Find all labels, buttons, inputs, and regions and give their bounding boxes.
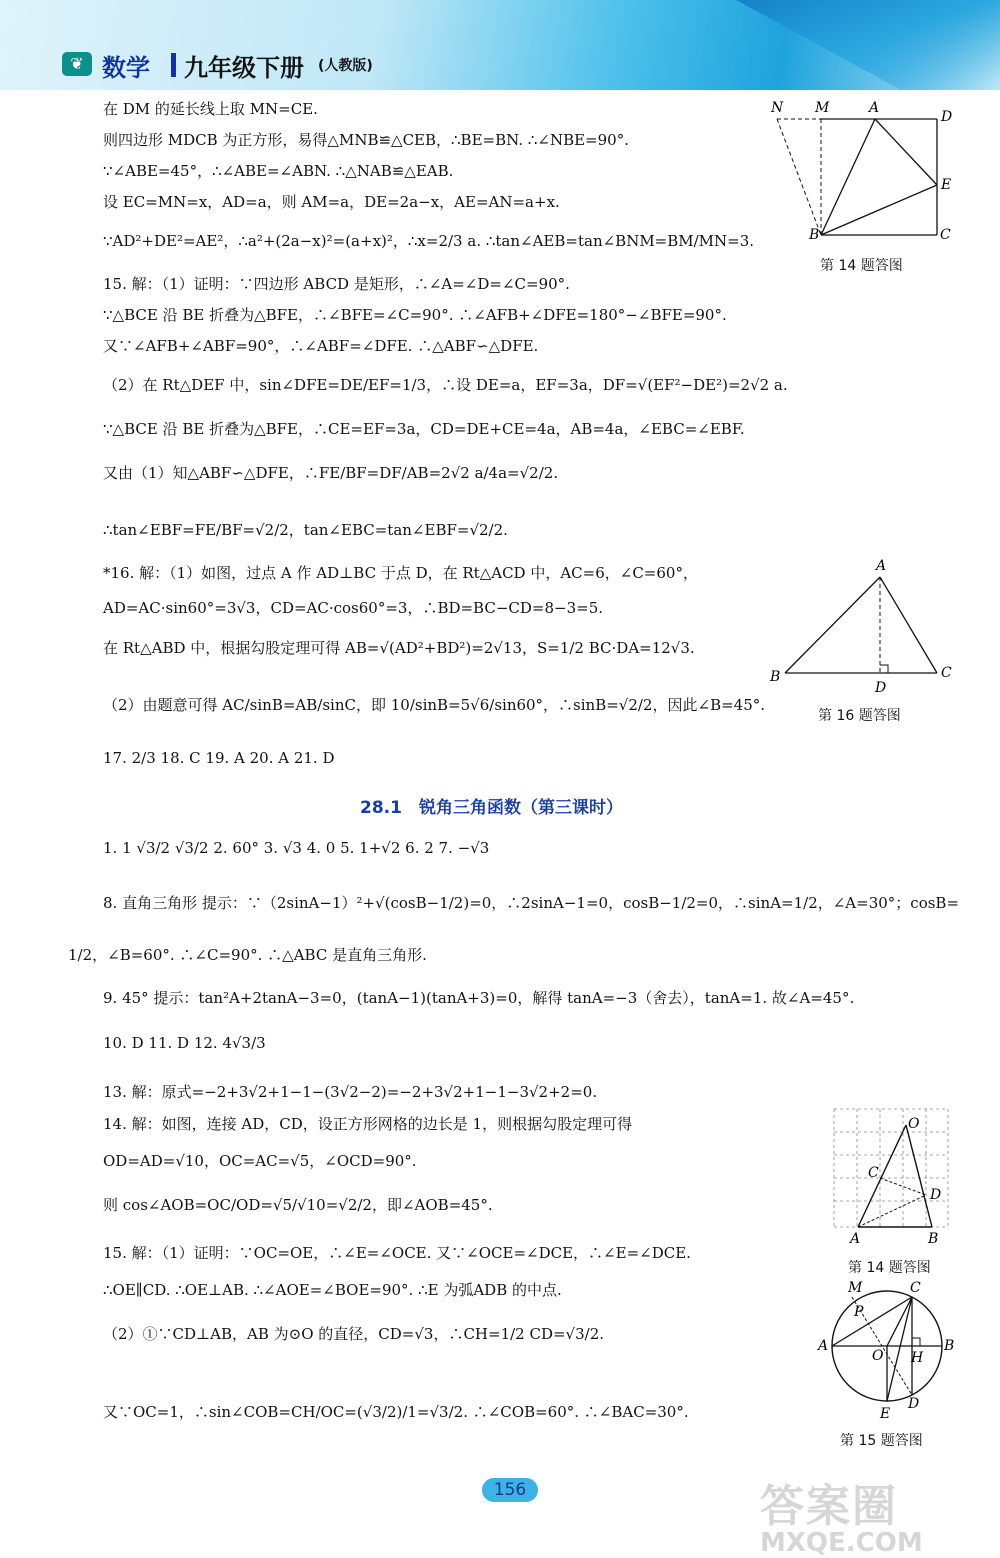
point-label: C [910,1280,921,1296]
point-label: B [944,1338,955,1354]
text-line: 又∵OC=1，∴sin∠COB=CH/OC=(√3/2)/1=√3/2. ∴∠COB=60°. ∴∠BAC=30°. [103,1403,689,1421]
point-label: H [911,1350,924,1366]
point-label: A [818,1338,829,1354]
watermark-logo-text: 答案圈 [760,1481,898,1532]
point-label: C [940,227,951,243]
point-label: D [908,1396,920,1412]
text-line: OD=AD=√10，OC=AC=√5，∠OCD=90°. [103,1152,417,1170]
figure-caption: 第 14 题答图 [820,258,903,274]
text-line: （2）由题意可得 AC/sinB=AB/sinC，即 10/sinB=5√6/sin60°，∴sinB=√2/2，因此∠B=45°. [103,696,766,714]
watermark-url: MXQE.COM [760,1528,923,1558]
figure-caption: 第 14 题答图 [848,1260,931,1276]
text-line: AD=AC·sin60°=3√3，CD=AC·cos60°=3，∴BD=BC−CD=8−3=5. [103,599,604,617]
point-label: A [869,100,880,116]
figure-16-triangle [765,555,965,700]
section-title: 28.1 锐角三角函数（第三课时） [360,798,623,818]
point-label: M [815,100,830,116]
point-label: E [880,1406,891,1422]
text-line: 15. 解：（1）证明：∵OC=OE，∴∠E=∠OCE. 又∵∠OCE=∠DCE，∴∠E=∠DCE. [103,1244,691,1262]
point-label: B [928,1231,939,1247]
text-line: 1. 1 √3/2 √3/2 2. 60° 3. √3 4. 0 5. 1+√2 6. 2 7. −√3 [103,839,490,857]
point-label: C [868,1165,879,1181]
figure-caption: 第 16 题答图 [818,708,901,724]
text-line: 1/2，∠B=60°. ∴∠C=90°. ∴△ABC 是直角三角形. [68,946,427,964]
text-line: 17. 2/3 18. C 19. A 20. A 21. D [103,749,335,767]
text-line: 又∵∠AFB+∠ABF=90°，∴∠ABF=∠DFE. ∴△ABF∽△DFE. [103,337,539,355]
text-line: 又由（1）知△ABF∽△DFE，∴FE/BF=DF/AB=2√2 a/4a=√2/2. [103,464,559,482]
watermark [760,1470,923,1558]
text-line: ∵AD²+DE²=AE²，∴a²+(2a−x)²=(a+x)²，∴x=2/3 a. ∴tan∠AEB=tan∠BNM=BM/MN=3. [103,232,755,250]
subject-title: 数学 [102,54,150,82]
page-number: 156 [482,1478,538,1502]
text-line: ∴tan∠EBF=FE/BF=√2/2，tan∠EBC=tan∠EBF=√2/2. [103,521,508,539]
point-label: P [854,1304,864,1320]
point-label: A [876,558,887,574]
text-line: 则四边形 MDCB 为正方形，易得△MNB≌△CEB，∴BE=BN. ∴∠NBE=90°. [103,131,629,149]
text-line: 14. 解：如图，连接 AD，CD，设正方形网格的边长是 1，则根据勾股定理可得 [103,1115,633,1133]
text-line: 在 Rt△ABD 中，根据勾股定理可得 AB=√(AD²+BD²)=2√13，S=1/2 BC·DA=12√3. [103,639,695,657]
point-label: N [771,100,784,116]
point-label: D [875,680,887,696]
figure-caption: 第 15 题答图 [840,1433,923,1449]
point-label: C [941,665,952,681]
point-label: O [908,1116,920,1132]
text-line: （2）在 Rt△DEF 中，sin∠DFE=DE/EF=1/3，∴设 DE=a，EF=3a，DF=√(EF²−DE²)=2√2 a. [103,376,788,394]
point-label: B [809,227,820,243]
figure-15-circle [812,1278,957,1428]
header-divider [171,53,176,77]
text-line: ∵△BCE 沿 BE 折叠为△BFE，∴∠BFE=∠C=90°. ∴∠AFB+∠DFE=180°−∠BFE=90°. [103,306,727,324]
text-line: 设 EC=MN=x，AD=a，则 AM=a，DE=2a−x，AE=AN=a+x. [103,193,560,211]
text-line: 8. 直角三角形 提示：∵（2sinA−1）²+√(cosB−1/2)=0，∴2sinA−1=0，cosB−1/2=0，∴sinA=1/2，∠A=30°；cosB= [103,894,960,912]
text-line: 15. 解：（1）证明：∵四边形 ABCD 是矩形，∴∠A=∠D=∠C=90°. [103,275,570,293]
text-line: 则 cos∠AOB=OC/OD=√5/√10=√2/2，即∠AOB=45°. [103,1196,493,1214]
text-line: ∴OE∥CD. ∴OE⊥AB. ∴∠AOE=∠BOE=90°. ∴E 为弧ADB 的中点. [103,1281,562,1299]
point-label: M [848,1280,863,1296]
text-line: 13. 解：原式=−2+3√2+1−1−(3√2−2)=−2+3√2+1−1−3√2+2=0. [103,1083,598,1101]
edition-label: (人教版) [318,58,373,74]
point-label: E [941,177,952,193]
header-decoration [670,0,1000,90]
point-label: B [770,669,781,685]
text-line: （2）①∵CD⊥AB，AB 为⊙O 的直径，CD=√3，∴CH=1/2 CD=√3/2. [103,1325,605,1343]
figure-14-square [765,95,965,250]
leaf-icon: ❦ [62,52,92,76]
text-line: 9. 45° 提示：tan²A+2tanA−3=0，(tanA−1)(tanA+3)=0，解得 tanA=−3（舍去），tanA=1. 故∠A=45°. [103,989,855,1007]
text-line: ∵△BCE 沿 BE 折叠为△BFE，∴CE=EF=3a，CD=DE+CE=4a，AB=4a，∠EBC=∠EBF. [103,420,745,438]
page-header [0,0,1000,90]
point-label: D [930,1187,942,1203]
text-line: ∵∠ABE=45°，∴∠ABE=∠ABN. ∴△NAB≌△EAB. [103,162,454,180]
text-line: 10. D 11. D 12. 4√3/3 [103,1034,266,1052]
point-label: O [872,1348,884,1364]
point-label: D [941,109,953,125]
text-line: 在 DM 的延长线上取 MN=CE. [103,100,318,118]
figure-14-grid [828,1105,958,1255]
text-line: *16. 解：（1）如图，过点 A 作 AD⊥BC 于点 D，在 Rt△ACD 中，AC=6，∠C=60°， [103,564,698,582]
point-label: A [850,1231,861,1247]
grade-title: 九年级下册 [184,54,304,82]
